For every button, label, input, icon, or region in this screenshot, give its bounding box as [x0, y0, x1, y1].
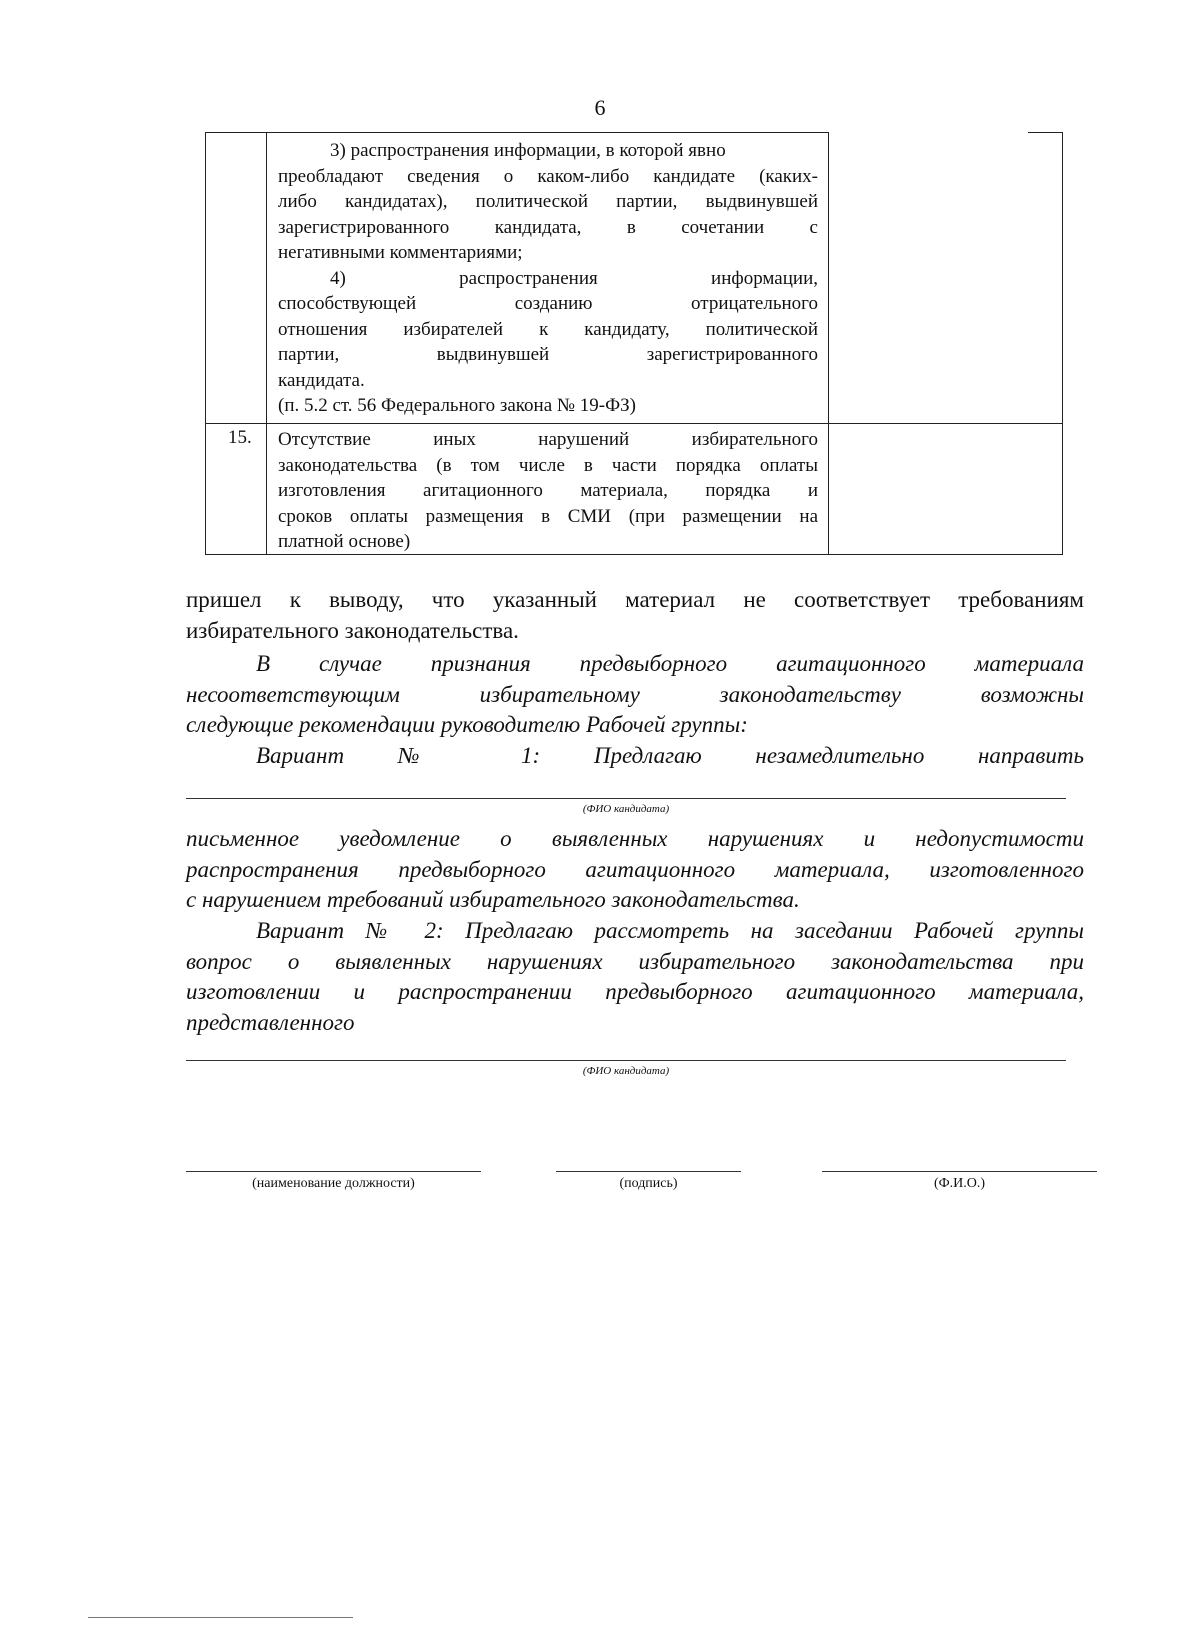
variant-2-paragraph: Вариант № 2: Предлагаю рассмотреть на заседании Рабочей группы вопрос о выявленных нарушениях избирательного законодательства при изготовлении и распространении предвыборного агитационного материала, представленного	[186, 918, 1084, 1035]
recommendation-paragraph: В случае признания предвыборного агитационного материала несоответствующим избирательному законодательству возможны следующие рекомендации руководителю Рабочей группы: Вариант № 1: Предлагаю незамедлительно направить	[186, 651, 1084, 768]
variant-1-paragraph: письменное уведомление о выявленных нарушениях и недопустимости распространения предвыборного агитационного материала, изготовленного с нарушением требований избирательного законодательства.	[186, 826, 1084, 912]
candidate-caption-1: (ФИО кандидата)	[582, 803, 670, 815]
table-row-15-number: 15.	[228, 427, 252, 448]
full-name-caption: (Ф.И.О.)	[933, 1176, 986, 1191]
page-number: 6	[594, 95, 606, 120]
table-top-border-right	[1028, 132, 1062, 133]
table-column-divider	[266, 132, 267, 554]
candidate-caption-2: (ФИО кандидата)	[582, 1065, 670, 1077]
footer-line	[88, 1617, 353, 1618]
table-row-14-criterion: 3) распространения информации, в которой явно преобладают сведения о каком-либо кандидате (каких- либо кандидатах), политической партии, выдвинувшей зарегистрированного кандидата, в сочетании с негативными комментариями; 4) распространения информации, способствующей созданию отрицательного отношения избирателей к кандидату, политической партии, выдвинувшей зарегистрированного кандидата. (п. 5.2 ст. 56 Федерального закона № 19-ФЗ)	[278, 140, 818, 416]
table-row-15-criterion: Отсутствие иных нарушений избирательного законодательства (в том числе в части порядка оплаты изготовления агитационного материала, порядка и сроков оплаты размещения в СМИ (при размещении на платной основе)	[278, 429, 818, 552]
criteria-table	[205, 132, 1063, 555]
full-name-line	[822, 1171, 1097, 1172]
table-row-divider	[206, 423, 1062, 424]
candidate-name-line-2	[186, 1060, 1066, 1061]
signature-line	[556, 1171, 741, 1172]
position-caption: (наименование должности)	[252, 1176, 415, 1191]
position-line	[186, 1171, 481, 1172]
signature-caption: (подпись)	[619, 1176, 678, 1191]
candidate-name-line-1	[186, 798, 1066, 799]
table-column-divider	[828, 132, 829, 554]
conclusion-paragraph: пришел к выводу, что указанный материал не соответствует требованиям избирательного законодательства.	[186, 587, 1084, 643]
table-top-border	[206, 132, 828, 133]
